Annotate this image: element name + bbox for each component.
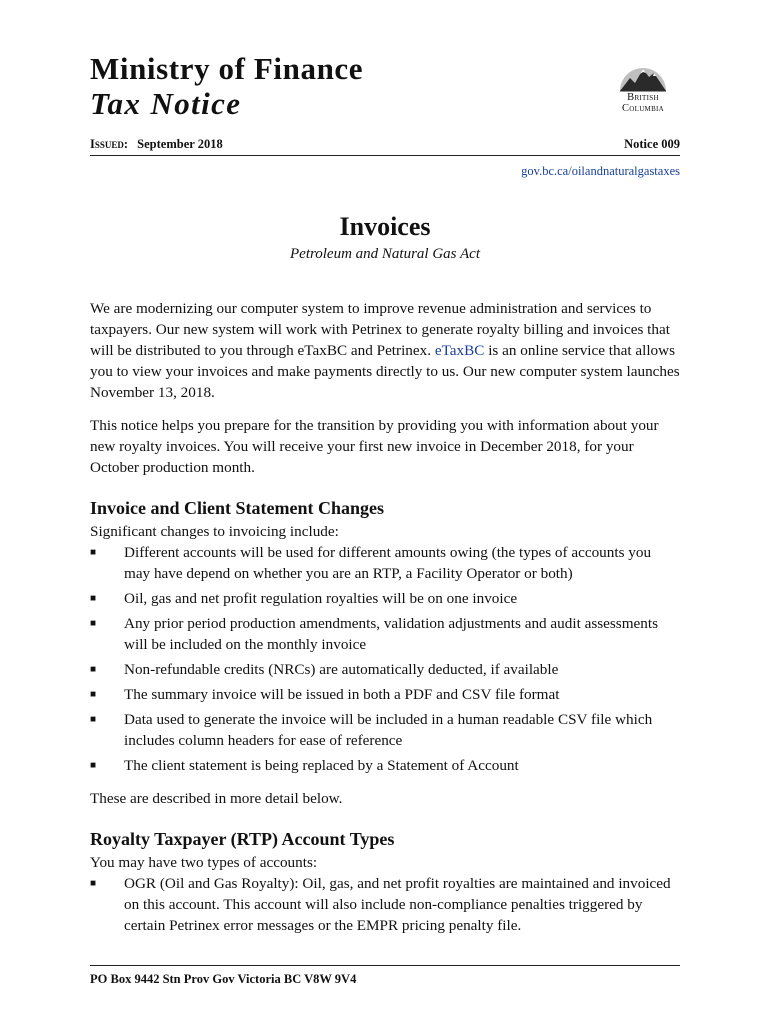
section-heading-invoice-changes: Invoice and Client Statement Changes <box>90 498 385 518</box>
footer-address: PO Box 9442 Stn Prov Gov Victoria BC V8W 9V4 <box>90 972 357 986</box>
list-item: ■ Non-refundable credits (NRCs) are automatically deducted, if available <box>90 661 559 678</box>
intro-paragraph-1: We are modernizing our computer system to improve revenue administration and services to taxpayers. Our new system will work with Petrinex to generate royalty billing and invoices that will be distributed to you through eTaxBC and Petrinex. eTaxBC is an online service that allows you to view your invoices and make payments directly to us. Our new computer system launches November 13, 2018. <box>90 300 680 401</box>
header-title-block <box>90 52 363 121</box>
ministry-name: Ministry of Finance <box>90 51 364 86</box>
invoice-changes-list <box>90 542 680 776</box>
logo-line-columbia: Columbia <box>621 103 665 114</box>
bc-sun-mountain-icon <box>618 58 668 92</box>
header-divider <box>90 155 680 156</box>
bc-logo <box>604 58 682 114</box>
issued-row <box>90 137 680 152</box>
footer-divider <box>90 965 680 966</box>
list-item: ■ The client statement is being replaced by a Statement of Account <box>90 757 519 774</box>
list-item: ■ The summary invoice will be issued in both a PDF and CSV file format <box>90 686 560 703</box>
issued-date: September 2018 <box>137 137 223 151</box>
notice-type: Tax Notice <box>90 85 242 121</box>
section-heading-rtp-accounts: Royalty Taxpayer (RTP) Account Types <box>90 829 395 849</box>
list-item: ■ OGR (Oil and Gas Royalty): Oil, gas, and net profit royalties are maintained and invoiced on this account. This account will also include non-compliance penalties triggered by certain Petrinex error messages or the EMPR pricing penalty file. <box>90 875 671 934</box>
section1-lead: Significant changes to invoicing include: <box>90 523 339 540</box>
bullet-icon: ■ <box>90 593 97 604</box>
issued-label: Issued: <box>90 137 129 151</box>
bullet-icon: ■ <box>90 664 97 675</box>
intro-paragraph-2: This notice helps you prepare for the transition by providing you with information about your new royalty invoices. You will receive your first new invoice in December 2018, for your October production month. <box>90 417 659 476</box>
bullet-icon: ■ <box>90 714 97 725</box>
account-types-list <box>90 873 680 936</box>
list-item: ■ Different accounts will be used for different amounts owing (the types of accounts you may have depend on whether you are an RTP, a Facility Operator or both) <box>90 544 652 582</box>
document-title: Invoices <box>339 212 431 241</box>
list-item: ■ Oil, gas and net profit regulation royalties will be on one invoice <box>90 590 518 607</box>
logo-line-british: British <box>627 92 659 103</box>
document-body <box>90 298 680 948</box>
bullet-icon: ■ <box>90 760 97 771</box>
list-item: ■ Data used to generate the invoice will be included in a human readable CSV file which includes column headers for ease of reference <box>90 711 653 749</box>
section2-lead: You may have two types of accounts: <box>90 854 318 871</box>
document-subtitle: Petroleum and Natural Gas Act <box>290 246 480 262</box>
list-item: ■ Any prior period production amendments, validation adjustments and audit assessments will be included on the monthly invoice <box>90 615 658 653</box>
bullet-icon: ■ <box>90 689 97 700</box>
website-link[interactable]: gov.bc.ca/oilandnaturalgastaxes <box>521 164 680 178</box>
bullet-icon: ■ <box>90 547 97 558</box>
section1-closing: These are described in more detail below. <box>90 790 343 807</box>
bullet-icon: ■ <box>90 878 97 889</box>
notice-number: Notice 009 <box>624 137 680 151</box>
bullet-icon: ■ <box>90 618 97 629</box>
etaxbc-link[interactable]: eTaxBC <box>434 342 485 359</box>
